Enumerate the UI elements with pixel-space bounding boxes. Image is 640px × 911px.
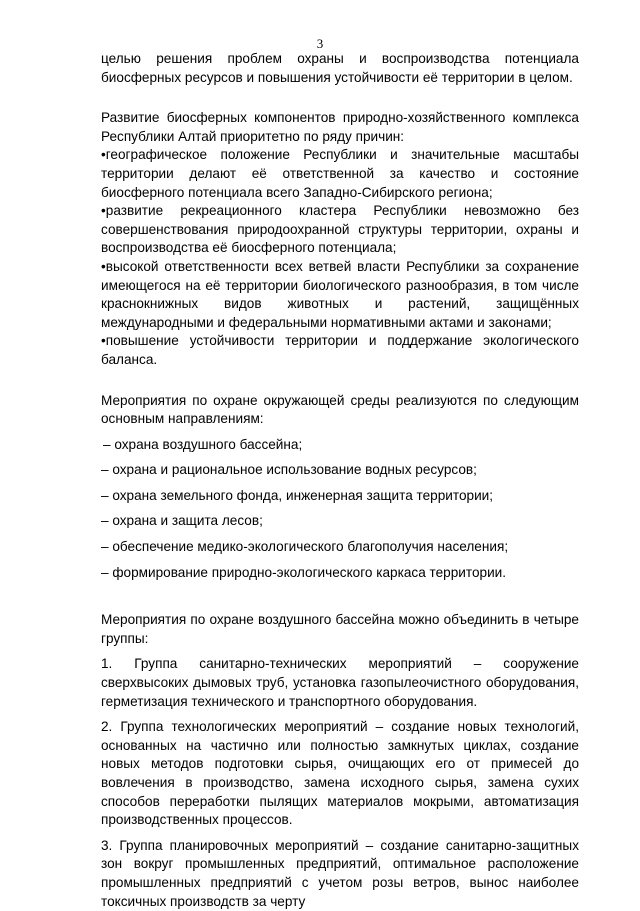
page-number: 3 [316,36,324,51]
directions-lead: Мероприятия по охране окружающей среды реализуются по следующим основным направлениям: [101,392,579,427]
direction-item: – охрана воздушного бассейна; [103,436,303,452]
direction-item: – охрана и рациональное использование водных ресурсов; [101,462,477,478]
reason-bullet: •географическое положение Республики и значительные масштабы территории делают её ответственной за качество и состояние биосферного потенциала всего Западно-Сибирского региона; [101,147,579,200]
air-group: 1. Группа санитарно-технических мероприятий – сооружение сверхвысоких дымовых труб, установка газопылеочистного оборудования, герметизация технического и транспортного оборудования. [101,656,579,709]
bullet-icon: • [101,203,106,219]
bullet-icon: • [101,333,106,349]
reasons-lead: Развитие биосферных компонентов природно-хозяйственного комплекса Республики Алтай приоритетно по ряду причин: [101,110,579,144]
document-body [101,50,579,911]
reason-bullet: •высокой ответственности всех ветвей власти Республики за сохранение имеющегося на её территории биологического разнообразия, в том числе краснокнижных видов животных и растений, защищённых международными и федеральными нормативными актами и законами; [101,258,579,330]
bullet-icon: • [101,258,106,274]
direction-item: – формирование природно-экологического каркаса территории. [101,564,507,580]
bullet-icon: • [101,147,106,163]
paragraph-intro: целью решения проблем охраны и воспроизводства потенциала биосферных ресурсов и повышения устойчивости её территории в целом. [101,51,579,85]
direction-item: – обеспечение медико-экологического благополучия населения; [101,539,509,555]
air-group: 3. Группа планировочных мероприятий – создание санитарно-защитных зон вокруг промышленных предприятий, оптимальное расположение промышленных предприятий с учетом розы ветров, вынос наиболее токсичных производств за черту [101,837,579,909]
direction-item: – охрана и защита лесов; [101,513,263,529]
air-lead: Мероприятия по охране воздушного бассейна можно объединить в четыре группы: [101,612,579,646]
direction-item: – охрана земельного фонда, инженерная защита территории; [101,487,494,503]
air-group: 2. Группа технологических мероприятий – создание новых технологий, основанных на частично или полностью замкнутых циклах, создание новых методов подготовки сырья, очищающих его от примесей до вовлечения в производство, замена исходного сырья, замена сухих способов переработки пылящих материалов мокрыми, автоматизация производственных процессов. [101,719,579,828]
reason-bullet: •повышение устойчивости территории и поддержание экологического баланса. [101,333,579,367]
reason-bullet: •развитие рекреационного кластера Республики невозможно без совершенствования природоохранной структуры территории, охраны и воспроизводства её биосферного потенциала; [101,203,579,256]
